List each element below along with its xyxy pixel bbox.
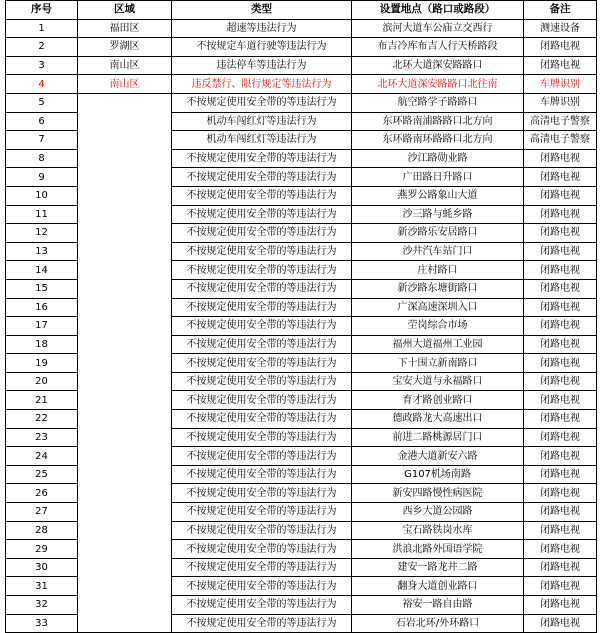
cell-no: 10 (6, 186, 78, 205)
cell-location: 新沙路乐安居路口 (352, 224, 524, 243)
table-row (6, 614, 597, 633)
traffic-camera-table (5, 0, 597, 633)
cell-area: 福田区 (78, 19, 172, 38)
cell-area (78, 577, 172, 596)
cell-area (78, 317, 172, 336)
cell-note: 闭路电视 (524, 224, 597, 243)
cell-area (78, 205, 172, 224)
cell-type: 不按规定使用安全带的等违法行为 (172, 577, 352, 596)
cell-no: 20 (6, 372, 78, 391)
cell-no: 12 (6, 224, 78, 243)
cell-no: 25 (6, 465, 78, 484)
cell-location: 茔岗综合市场 (352, 317, 524, 336)
cell-area (78, 93, 172, 112)
cell-note: 高清电子警察 (524, 131, 597, 150)
cell-type: 不按规定使用安全带的等违法行为 (172, 149, 352, 168)
cell-type: 不按规定使用安全带的等违法行为 (172, 261, 352, 280)
cell-note: 闭路电视 (524, 168, 597, 187)
cell-location: 翻身大道创业路口 (352, 577, 524, 596)
cell-note: 闭路电视 (524, 298, 597, 317)
cell-type: 不按规定使用安全带的等违法行为 (172, 521, 352, 540)
table-row (6, 93, 597, 112)
cell-type: 不按规定使用安全带的等违法行为 (172, 242, 352, 261)
cell-type: 违反禁行、限行规定等违法行为 (172, 75, 352, 94)
cell-type: 不按规定使用安全带的等违法行为 (172, 558, 352, 577)
cell-type: 不按规定使用安全带的等违法行为 (172, 354, 352, 373)
cell-location: 东环路南浦路路口北方向 (352, 112, 524, 131)
cell-note: 车牌识别 (524, 75, 597, 94)
cell-note: 测速设备 (524, 19, 597, 38)
cell-location: 下十围立新南路口 (352, 354, 524, 373)
table-row (6, 38, 597, 57)
cell-location: 滨河大道车公庙立交西行 (352, 19, 524, 38)
table-row (6, 428, 597, 447)
table-row (6, 558, 597, 577)
cell-location: 前进二路桃源居门口 (352, 428, 524, 447)
cell-area (78, 465, 172, 484)
cell-note: 闭路电视 (524, 447, 597, 466)
cell-area (78, 131, 172, 150)
table-row (6, 465, 597, 484)
cell-no: 26 (6, 484, 78, 503)
cell-no: 22 (6, 410, 78, 429)
header-area: 区域 (78, 1, 172, 20)
cell-location: 航空路学子路路口 (352, 93, 524, 112)
cell-location: 北环大道深安路路口 (352, 56, 524, 75)
table-row (6, 112, 597, 131)
cell-area (78, 558, 172, 577)
cell-no: 17 (6, 317, 78, 336)
cell-location: 沙江路勋业路 (352, 149, 524, 168)
table-body (6, 19, 597, 633)
cell-location: 宝石路铁岗水库 (352, 521, 524, 540)
cell-note: 闭路电视 (524, 484, 597, 503)
cell-note: 闭路电视 (524, 205, 597, 224)
cell-no: 15 (6, 279, 78, 298)
cell-no: 18 (6, 335, 78, 354)
cell-note: 闭路电视 (524, 372, 597, 391)
cell-note: 闭路电视 (524, 410, 597, 429)
cell-note: 闭路电视 (524, 596, 597, 615)
cell-type: 不按规定使用安全带的等违法行为 (172, 335, 352, 354)
cell-no: 33 (6, 614, 78, 633)
table-row (6, 335, 597, 354)
cell-location: 金港大道新安六路 (352, 447, 524, 466)
cell-area (78, 186, 172, 205)
cell-no: 11 (6, 205, 78, 224)
cell-note: 闭路电视 (524, 56, 597, 75)
cell-note: 闭路电视 (524, 465, 597, 484)
cell-type: 不按规定使用安全带的等违法行为 (172, 391, 352, 410)
cell-note: 闭路电视 (524, 261, 597, 280)
cell-location: 沙井汽车站门口 (352, 242, 524, 261)
cell-area (78, 596, 172, 615)
cell-location: 洪浪北路外国语学院 (352, 540, 524, 559)
cell-area (78, 447, 172, 466)
cell-location: 建安一路龙井二路 (352, 558, 524, 577)
table-row (6, 354, 597, 373)
table-row (6, 168, 597, 187)
cell-note: 闭路电视 (524, 149, 597, 168)
cell-no: 14 (6, 261, 78, 280)
cell-location: 德政路龙大高速出口 (352, 410, 524, 429)
cell-area: 南山区 (78, 56, 172, 75)
cell-no: 32 (6, 596, 78, 615)
cell-area (78, 112, 172, 131)
cell-area (78, 521, 172, 540)
cell-area: 南山区 (78, 75, 172, 94)
cell-note: 高清电子警察 (524, 112, 597, 131)
cell-type: 不按规定使用安全带的等违法行为 (172, 596, 352, 615)
table-row (6, 131, 597, 150)
cell-note: 闭路电视 (524, 279, 597, 298)
cell-location: 裕安一路自由路 (352, 596, 524, 615)
cell-type: 不按规定使用安全带的等违法行为 (172, 614, 352, 633)
cell-type: 不按规定使用安全带的等违法行为 (172, 540, 352, 559)
cell-area: 罗湖区 (78, 38, 172, 57)
table-row (6, 596, 597, 615)
cell-note: 闭路电视 (524, 242, 597, 261)
table-row (6, 410, 597, 429)
cell-no: 31 (6, 577, 78, 596)
table-row (6, 242, 597, 261)
cell-area (78, 261, 172, 280)
cell-location: 福州大道福州工业园 (352, 335, 524, 354)
table-row (6, 484, 597, 503)
cell-area (78, 242, 172, 261)
cell-no: 9 (6, 168, 78, 187)
cell-type: 不按规定使用安全带的等违法行为 (172, 447, 352, 466)
cell-location: 西乡大道公园路 (352, 503, 524, 522)
cell-area (78, 372, 172, 391)
cell-area (78, 354, 172, 373)
cell-type: 机动车闯红灯等违法行为 (172, 112, 352, 131)
table-row (6, 205, 597, 224)
table-row (6, 298, 597, 317)
cell-type: 不按规定使用安全带的等违法行为 (172, 205, 352, 224)
cell-no: 19 (6, 354, 78, 373)
cell-type: 不按规定使用安全带的等违法行为 (172, 279, 352, 298)
cell-note: 闭路电视 (524, 354, 597, 373)
header-location: 设置地点（路口或路段） (352, 1, 524, 20)
cell-area (78, 410, 172, 429)
cell-note: 闭路电视 (524, 428, 597, 447)
table-row (6, 391, 597, 410)
cell-location: 北环大道深安路路口北往南 (352, 75, 524, 94)
cell-no: 24 (6, 447, 78, 466)
cell-area (78, 614, 172, 633)
cell-location: 沙三路与蚝乡路 (352, 205, 524, 224)
header-no: 序号 (6, 1, 78, 20)
header-type: 类型 (172, 1, 352, 20)
table-row (6, 19, 597, 38)
cell-note: 闭路电视 (524, 503, 597, 522)
cell-location: 广深高速深圳入口 (352, 298, 524, 317)
cell-no: 16 (6, 298, 78, 317)
cell-type: 不按规定使用安全带的等违法行为 (172, 298, 352, 317)
table-row (6, 279, 597, 298)
table-row (6, 540, 597, 559)
cell-no: 5 (6, 93, 78, 112)
cell-location: 新安四路慢性病医院 (352, 484, 524, 503)
cell-note: 车牌识别 (524, 93, 597, 112)
table-row (6, 577, 597, 596)
cell-type: 不按规定使用安全带的等违法行为 (172, 224, 352, 243)
table-row (6, 75, 597, 94)
cell-location: G107机场南路 (352, 465, 524, 484)
table-row (6, 56, 597, 75)
cell-location: 育才路创业路口 (352, 391, 524, 410)
cell-note: 闭路电视 (524, 391, 597, 410)
cell-no: 8 (6, 149, 78, 168)
cell-type: 不按规定使用安全带的等违法行为 (172, 503, 352, 522)
cell-note: 闭路电视 (524, 558, 597, 577)
cell-type: 不按规定使用安全带的等违法行为 (172, 168, 352, 187)
cell-type: 不按规定使用安全带的等违法行为 (172, 317, 352, 336)
cell-area (78, 428, 172, 447)
table-row (6, 149, 597, 168)
cell-type: 违法停车等违法行为 (172, 56, 352, 75)
cell-type: 机动车闯红灯等违法行为 (172, 131, 352, 150)
cell-type: 不按规定使用安全带的等违法行为 (172, 372, 352, 391)
table-row (6, 372, 597, 391)
cell-no: 1 (6, 19, 78, 38)
cell-type: 不按规定使用安全带的等违法行为 (172, 93, 352, 112)
cell-area (78, 391, 172, 410)
table-row (6, 317, 597, 336)
table-row (6, 186, 597, 205)
header-note: 备注 (524, 1, 597, 20)
cell-note: 闭路电视 (524, 614, 597, 633)
cell-area (78, 503, 172, 522)
cell-no: 13 (6, 242, 78, 261)
cell-area (78, 484, 172, 503)
cell-no: 30 (6, 558, 78, 577)
cell-location: 石岩北环/外环路口 (352, 614, 524, 633)
cell-type: 超速等违法行为 (172, 19, 352, 38)
cell-no: 27 (6, 503, 78, 522)
table-row (6, 224, 597, 243)
cell-location: 新沙路东塘街路口 (352, 279, 524, 298)
cell-no: 6 (6, 112, 78, 131)
table-row (6, 447, 597, 466)
cell-location: 布吉冷库布吉人行天桥路段 (352, 38, 524, 57)
cell-note: 闭路电视 (524, 521, 597, 540)
cell-no: 28 (6, 521, 78, 540)
table-row (6, 521, 597, 540)
cell-no: 2 (6, 38, 78, 57)
cell-note: 闭路电视 (524, 317, 597, 336)
cell-location: 庄村路口 (352, 261, 524, 280)
cell-type: 不按规定使用安全带的等违法行为 (172, 465, 352, 484)
table-row (6, 261, 597, 280)
cell-area (78, 540, 172, 559)
cell-type: 不按规定使用安全带的等违法行为 (172, 484, 352, 503)
cell-location: 广田路日升路口 (352, 168, 524, 187)
cell-type: 不按规定使用安全带的等违法行为 (172, 186, 352, 205)
cell-no: 7 (6, 131, 78, 150)
cell-location: 燕罗公路象山大道 (352, 186, 524, 205)
header-row (6, 1, 597, 20)
cell-no: 29 (6, 540, 78, 559)
cell-location: 宝安大道与永福路口 (352, 372, 524, 391)
cell-area (78, 168, 172, 187)
table-row (6, 503, 597, 522)
cell-note: 闭路电视 (524, 186, 597, 205)
cell-no: 21 (6, 391, 78, 410)
cell-type: 不按规定使用安全带的等违法行为 (172, 428, 352, 447)
cell-area (78, 298, 172, 317)
cell-note: 闭路电视 (524, 38, 597, 57)
cell-area (78, 149, 172, 168)
cell-note: 闭路电视 (524, 577, 597, 596)
cell-note: 闭路电视 (524, 540, 597, 559)
cell-note: 闭路电视 (524, 335, 597, 354)
cell-no: 4 (6, 75, 78, 94)
cell-area (78, 224, 172, 243)
cell-area (78, 279, 172, 298)
cell-type: 不按规定车道行驶等违法行为 (172, 38, 352, 57)
cell-area (78, 335, 172, 354)
cell-no: 23 (6, 428, 78, 447)
cell-type: 不按规定使用安全带的等违法行为 (172, 410, 352, 429)
cell-no: 3 (6, 56, 78, 75)
cell-location: 东环路南环路路口北方向 (352, 131, 524, 150)
